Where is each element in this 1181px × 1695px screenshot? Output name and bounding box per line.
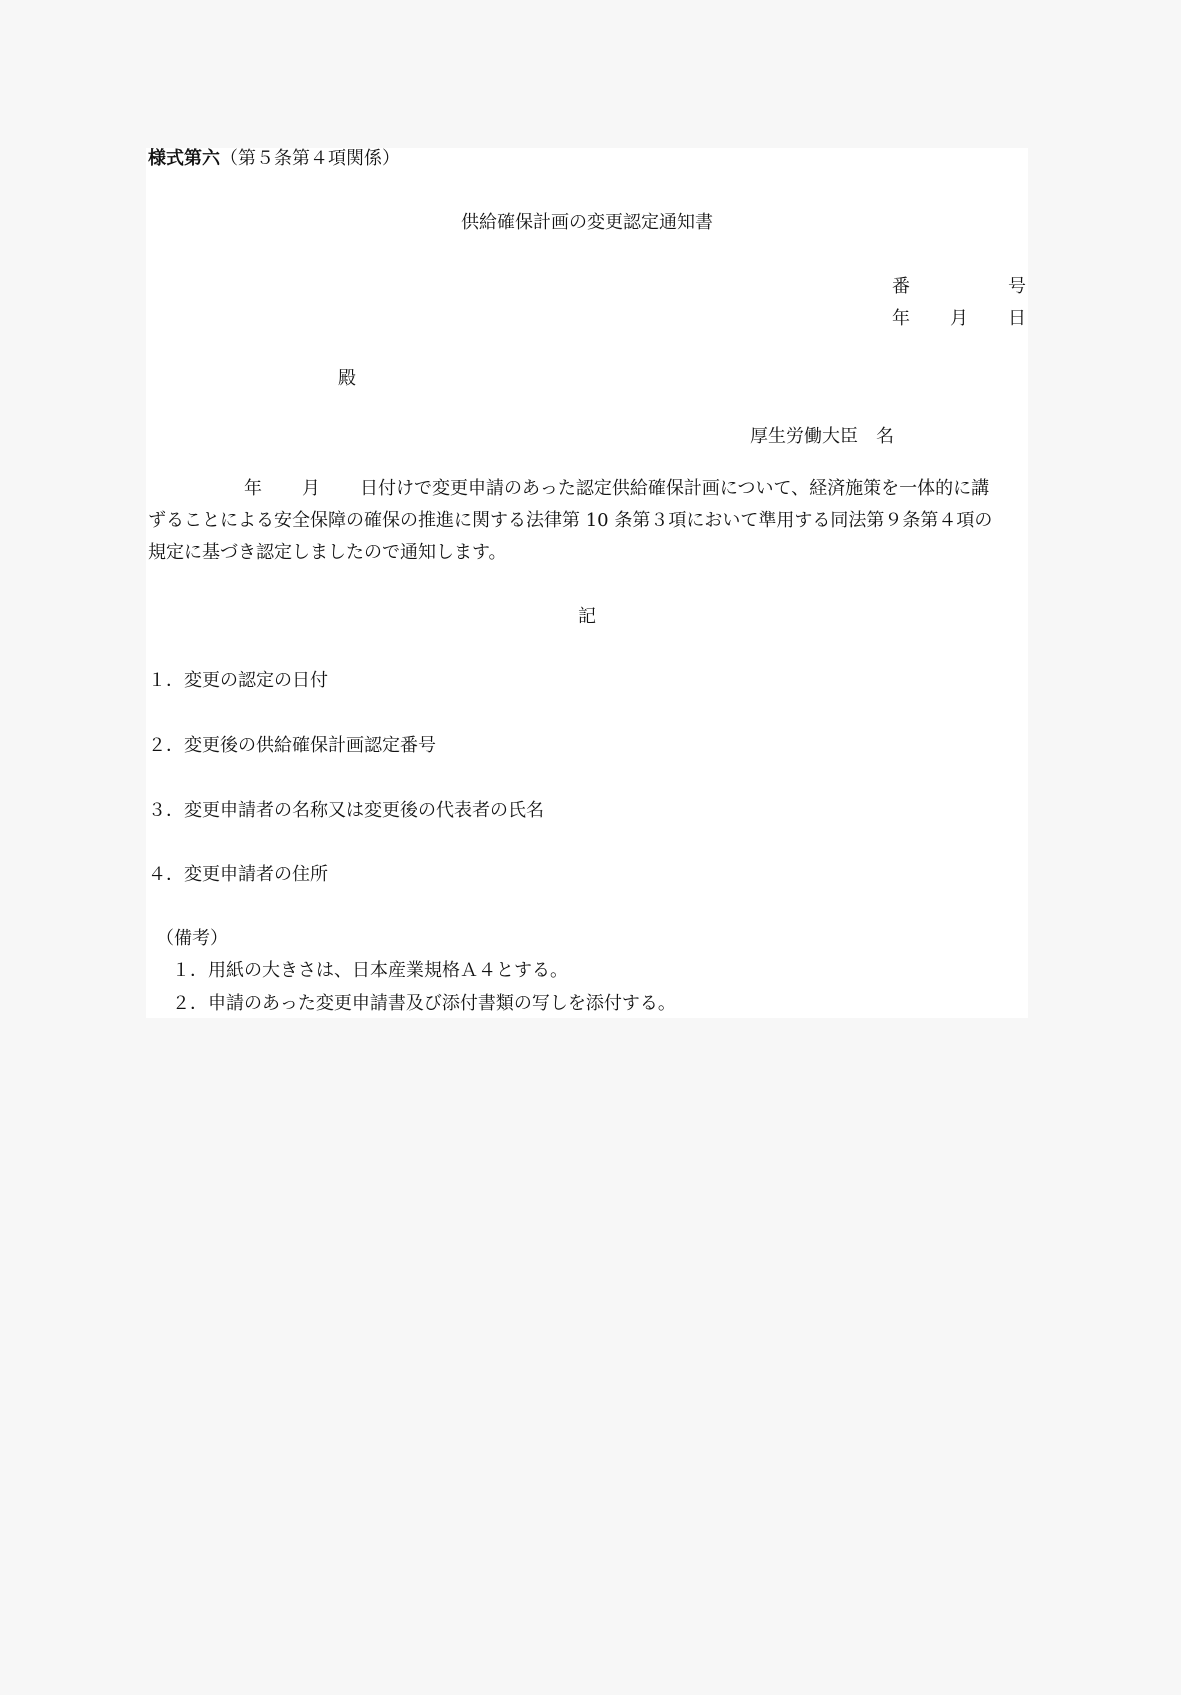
notes-heading: （備考） <box>156 928 228 949</box>
note-item: １．用紙の大きさは、日本産業規格Ａ４とする。 <box>172 960 568 981</box>
form-sheet <box>146 148 1028 1018</box>
note-item: ２．申請のあった変更申請書及び添付書類の写しを添付する。 <box>172 993 676 1014</box>
number-label-1: 番 <box>892 276 910 297</box>
list-item: ４．変更申請者の住所 <box>148 864 328 885</box>
issuer: 厚生労働大臣 名 <box>750 426 894 447</box>
document-title: 供給確保計画の変更認定通知書 <box>461 212 713 233</box>
form-label: 様式第六 <box>148 148 220 169</box>
form-reference: （第５条第４項関係） <box>220 148 400 169</box>
body-year: 年 <box>244 478 262 499</box>
list-item: ２．変更後の供給確保計画認定番号 <box>148 735 436 756</box>
date-day: 日 <box>1008 308 1026 329</box>
record-heading: 記 <box>578 606 596 627</box>
date-month: 月 <box>950 308 968 329</box>
body-line-1: 日付けで変更申請のあった認定供給確保計画について、経済施策を一体的に講 <box>360 478 990 499</box>
list-item: ３．変更申請者の名称又は変更後の代表者の氏名 <box>148 800 544 821</box>
form-header <box>148 148 400 170</box>
body-month: 月 <box>302 478 320 499</box>
list-item: １．変更の認定の日付 <box>148 670 328 691</box>
body-line-2: ずることによる安全保障の確保の推進に関する法律第 10 条第３項において準用する同法第９条第４項の <box>148 510 993 531</box>
body-line-3: 規定に基づき認定しましたので通知します。 <box>148 542 507 563</box>
addressee: 殿 <box>338 368 356 389</box>
number-label-2: 号 <box>1008 276 1026 297</box>
date-year: 年 <box>892 308 910 329</box>
